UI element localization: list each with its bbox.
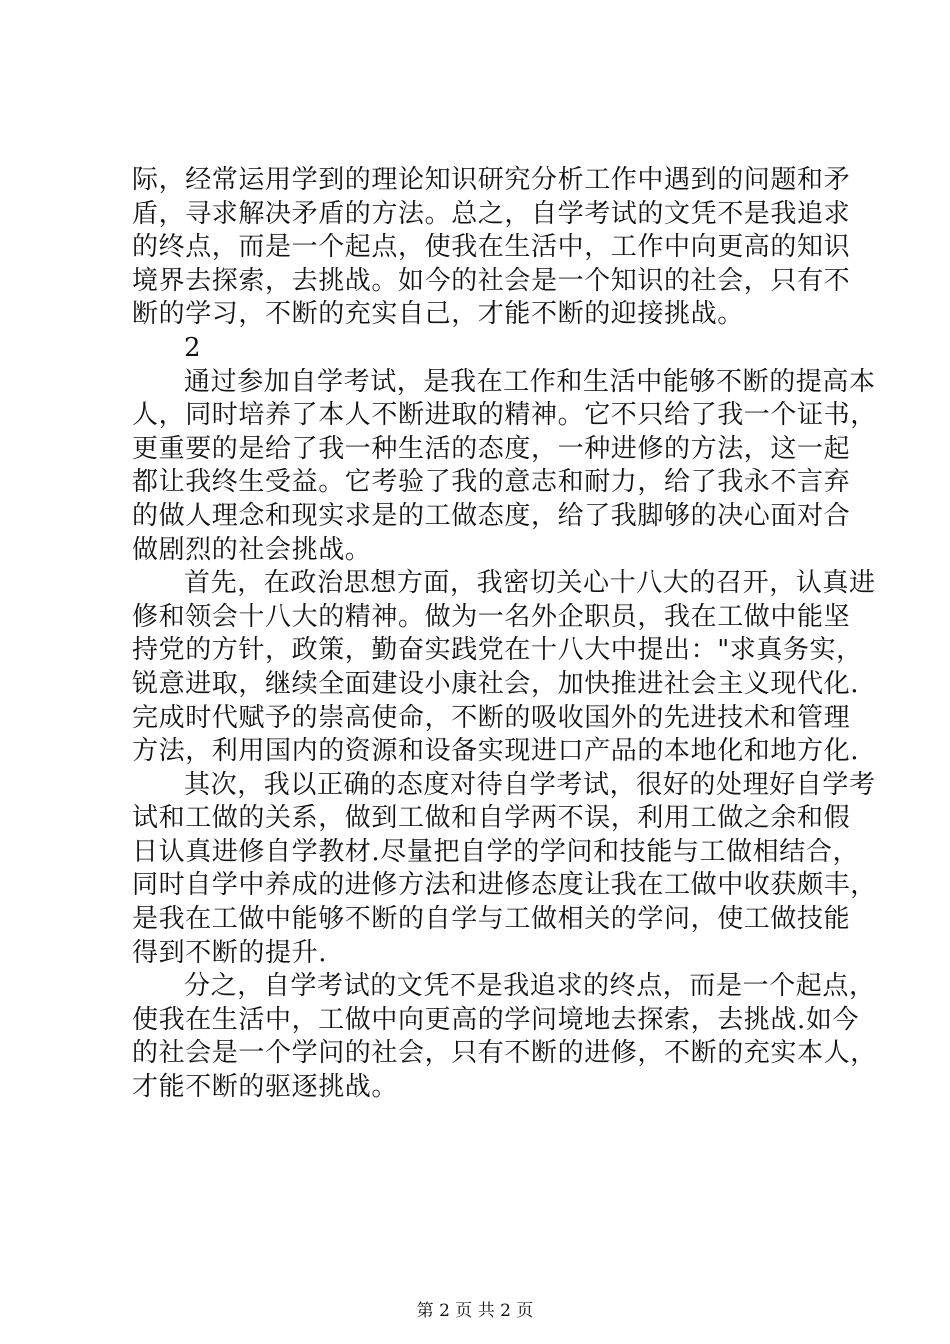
text-line: 断的学习，不断的充实自己，才能不断的迎接挑战。 — [132, 299, 744, 330]
text-line: 试和工做的关系，做到工做和自学两不误，利用工做之余和假 — [132, 803, 851, 834]
text-line: 的终点，而是一个起点，使我在生活中，工作中向更高的知识 — [132, 232, 851, 263]
paragraph-conclusion — [132, 970, 877, 1104]
text-line: 首先，在政治思想方面，我密切关心十八大的召开，认真进 — [184, 568, 876, 599]
text-line: 的社会是一个学问的社会，只有不断的进修，不断的充实本人， — [132, 1038, 877, 1069]
paragraph-intro — [132, 366, 877, 568]
text-line: 方法，利用国内的资源和设备实现进口产品的本地化和地方化. — [132, 736, 860, 767]
section-number: 2 — [184, 332, 202, 363]
text-line: 才能不断的驱逐挑战。 — [132, 1072, 399, 1103]
text-line: 其次，我以正确的态度对待自学考试，很好的处理好自学考 — [184, 769, 876, 800]
text-line: 得到不断的提升. — [132, 937, 328, 968]
text-line: 同时自学中养成的进修方法和进修态度让我在工做中收获颇丰， — [132, 870, 877, 901]
text-line: 日认真进修自学教材.尽量把自学的学问和技能与工做相结合， — [132, 836, 860, 867]
paragraph-politics — [132, 567, 876, 769]
paragraph-continuation — [132, 164, 851, 332]
text-line: 盾，寻求解决矛盾的方法。总之，自学考试的文凭不是我追求 — [132, 198, 851, 229]
text-line: 境界去探索，去挑战。如今的社会是一个知识的社会，只有不 — [132, 265, 851, 296]
text-line: 持党的方针，政策，勤奋实践党在十八大中提出："求真务实， — [132, 635, 863, 666]
text-line: 的做人理念和现实求是的工做态度，给了我脚够的决心面对合 — [132, 500, 851, 531]
text-line: 做剧烈的社会挑战。 — [132, 534, 372, 565]
text-line: 分之，自学考试的文凭不是我追求的终点，而是一个起点， — [184, 971, 876, 1002]
text-line: 通过参加自学考试，是我在工作和生活中能够不断的提高本 — [184, 366, 876, 397]
text-line: 是我在工做中能够不断的自学与工做相关的学问，使工做技能 — [132, 904, 851, 935]
text-line: 更重要的是给了我一种生活的态度，一种进修的方法，这一起 — [132, 433, 851, 464]
text-line: 锐意进取，继续全面建设小康社会，加快推进社会主义现代化. — [132, 668, 860, 699]
document-body — [132, 164, 877, 1105]
text-line: 人，同时培养了本人不断进取的精神。它不只给了我一个证书， — [132, 400, 877, 431]
text-line: 修和领会十八大的精神。做为一名外企职员，我在工做中能坚 — [132, 601, 851, 632]
text-line: 都让我终生受益。它考验了我的意志和耐力，给了我永不言弃 — [132, 467, 851, 498]
paragraph-study-work — [132, 769, 877, 971]
text-line: 使我在生活中，工做中向更高的学问境地去探索，去挑战.如今 — [132, 1004, 860, 1035]
text-line: 际，经常运用学到的理论知识研究分析工作中遇到的问题和矛 — [132, 165, 851, 195]
page-footer: 第 2 页 共 2 页 — [416, 1301, 534, 1321]
text-line: 完成时代赋予的崇高使命，不断的吸收国外的先进技术和管理 — [132, 702, 851, 733]
